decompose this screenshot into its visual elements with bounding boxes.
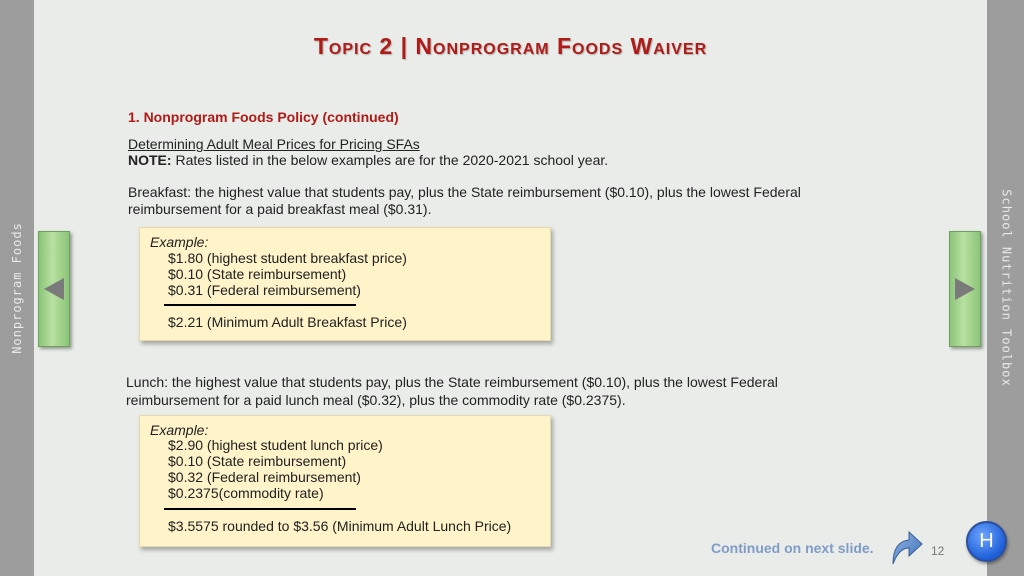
continued-link[interactable]: Continued on next slide. <box>711 540 874 556</box>
next-slide-button[interactable] <box>949 231 981 347</box>
note-label: NOTE: <box>128 152 172 168</box>
example-line: $0.31 (Federal reimbursement) <box>168 282 361 298</box>
lunch-paragraph: Lunch: the highest value that students pay, plus the State reimbursement ($0.10), plus the lowest Federal reimbursement for a paid lunch meal ($0.32), plus the commodity rate ($0.2375). <box>126 374 778 408</box>
example-total: $2.21 (Minimum Adult Breakfast Price) <box>168 314 407 330</box>
breakfast-example-box <box>139 227 551 341</box>
example-line: $0.10 (State reimbursement) <box>168 453 347 469</box>
home-button[interactable]: H <box>966 521 1007 562</box>
note-text: Rates listed in the below examples are for the 2020-2021 school year. <box>171 152 609 168</box>
note <box>128 152 608 168</box>
triangle-right-icon <box>955 278 975 300</box>
example-line: $0.32 (Federal reimbursement) <box>168 469 361 485</box>
lunch-example-box <box>139 415 551 547</box>
sum-rule <box>164 508 356 510</box>
curved-arrow-icon[interactable] <box>889 526 925 570</box>
right-sidebar <box>987 0 1024 576</box>
subheading: Determining Adult Meal Prices for Pricing SFAs <box>128 136 420 152</box>
previous-slide-button[interactable] <box>38 231 70 347</box>
example-label: Example: <box>150 234 209 250</box>
breakfast-paragraph: Breakfast: the highest value that students pay, plus the State reimbursement ($0.10), plus the lowest Federal reimbursement for a paid breakfast meal ($0.31). <box>128 184 801 217</box>
example-total: $3.5575 rounded to $3.56 (Minimum Adult Lunch Price) <box>168 518 512 534</box>
slide-title: Topic 2 | Nonprogram Foods Waiver <box>313 33 708 59</box>
sidebar-label-left: Nonprogram Foods <box>10 222 24 354</box>
sum-rule <box>164 304 356 306</box>
left-sidebar <box>0 0 34 576</box>
example-label: Example: <box>150 422 209 438</box>
section-heading: 1. Nonprogram Foods Policy (continued) <box>128 109 399 125</box>
example-line: $1.80 (highest student breakfast price) <box>168 250 407 266</box>
triangle-left-icon <box>44 278 64 300</box>
sidebar-label-right: School Nutrition Toolbox <box>999 189 1013 387</box>
example-line: $2.90 (highest student lunch price) <box>168 437 383 453</box>
example-line: $0.2375(commodity rate) <box>168 485 324 501</box>
page-number: 12 <box>931 544 945 558</box>
example-line: $0.10 (State reimbursement) <box>168 266 347 282</box>
